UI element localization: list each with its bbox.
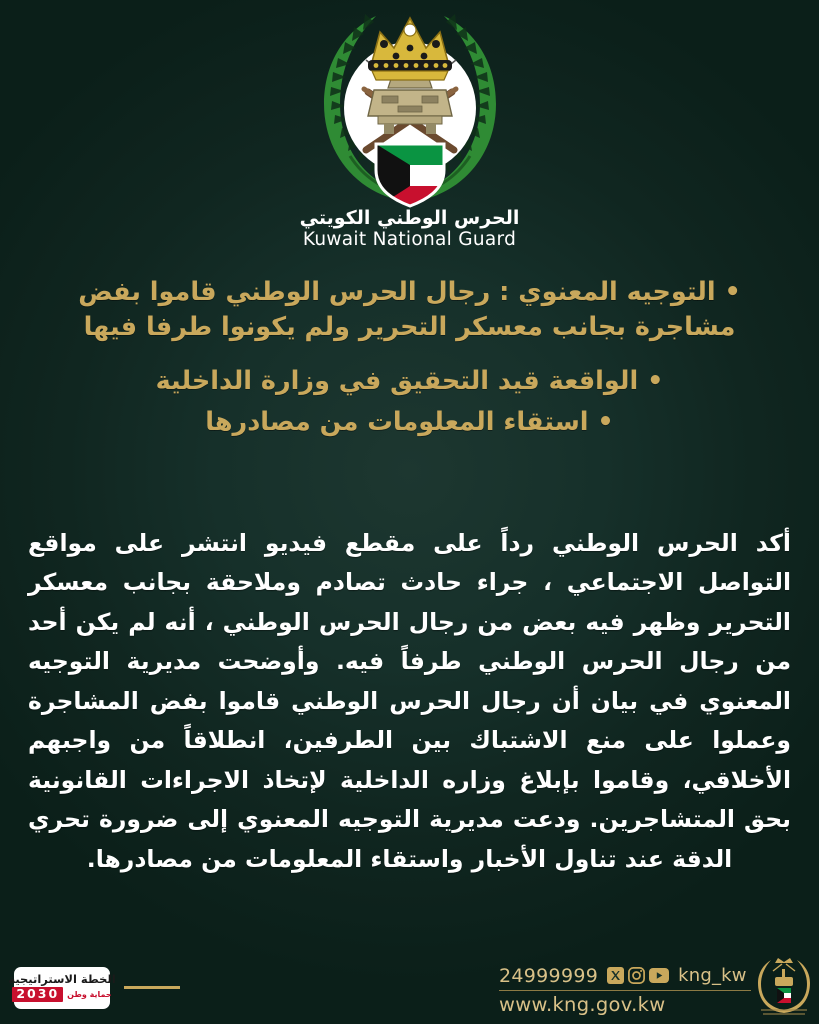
strategy-badge-bar bbox=[12, 987, 111, 1002]
footer-website[interactable]: www.kng.gov.kw bbox=[499, 993, 666, 1016]
x-twitter-icon[interactable] bbox=[607, 967, 624, 984]
footer-divider-rule bbox=[499, 990, 751, 991]
headline-bullet-1: • التوجيه المعنوي : رجال الحرس الوطني قاموا بفض مشاجرة بجانب معسكر التحرير ولم يكونوا طرفا فيها bbox=[78, 277, 741, 342]
kuwait-national-guard-emblem-small-icon bbox=[755, 955, 813, 1021]
headline-bullet-2: • الواقعة قيد التحقيق في وزارة الداخلية bbox=[155, 366, 664, 397]
headline-bullets bbox=[26, 275, 793, 440]
body-paragraph: أكد الحرس الوطني رداً على مقطع فيديو انتشر على مواقع التواصل الاجتماعي ، جراء حادث تصادم وملاحقة بجانب معسكر التحرير وظهر فيه بعض من رجال الحرس الوطني ، أنه لم يكن أحد من رجال الحرس الوطني طرفاً فيه. وأوضحت مديرية التوجيه المعنوي في بيان أن رجال الحرس الوطني قاموا بفض المشاجرة وعملوا على منع الاشتباك بين الطرفين، انطلاقاً من واجبهم الأخلاقي، وقاموا بإبلاغ وزاره الداخلية لإتخاذ الاجراءات القانونية بحق المتشاجرين. ودعت مديرية التوجيه المعنوي إلى ضرورة تحري الدقة عند تناول الأخبار واستقاء المعلومات من مصادرها. bbox=[28, 529, 791, 873]
instagram-icon[interactable] bbox=[628, 967, 645, 984]
strategy-badge-subtitle: حماية وطن bbox=[67, 990, 112, 1000]
social-icons-group bbox=[607, 967, 669, 984]
kuwait-national-guard-emblem-icon bbox=[306, 4, 514, 210]
youtube-icon[interactable] bbox=[649, 968, 669, 983]
footer-social-handle[interactable]: kng_kw bbox=[678, 965, 747, 986]
emblem-caption-english: Kuwait National Guard bbox=[302, 228, 517, 250]
emblem-caption-arabic: الحرس الوطني الكويتي bbox=[299, 207, 520, 229]
emblem-block bbox=[0, 4, 819, 250]
strategy-badge-year: 2030 bbox=[12, 987, 63, 1002]
strategy-2030-badge bbox=[8, 967, 116, 1009]
headline-bullet-3: • استقاء المعلومات من مصادرها bbox=[205, 407, 614, 438]
footer-bar bbox=[0, 952, 819, 1024]
footer-phone[interactable]: 24999999 bbox=[499, 964, 599, 987]
footer-contact-info bbox=[499, 960, 751, 1016]
footer-accent-line bbox=[124, 986, 180, 989]
footer-contact-row bbox=[499, 962, 751, 989]
crown-icon bbox=[368, 18, 452, 80]
strategy-badge-title: الخطة الاستراتيجية bbox=[8, 971, 116, 986]
